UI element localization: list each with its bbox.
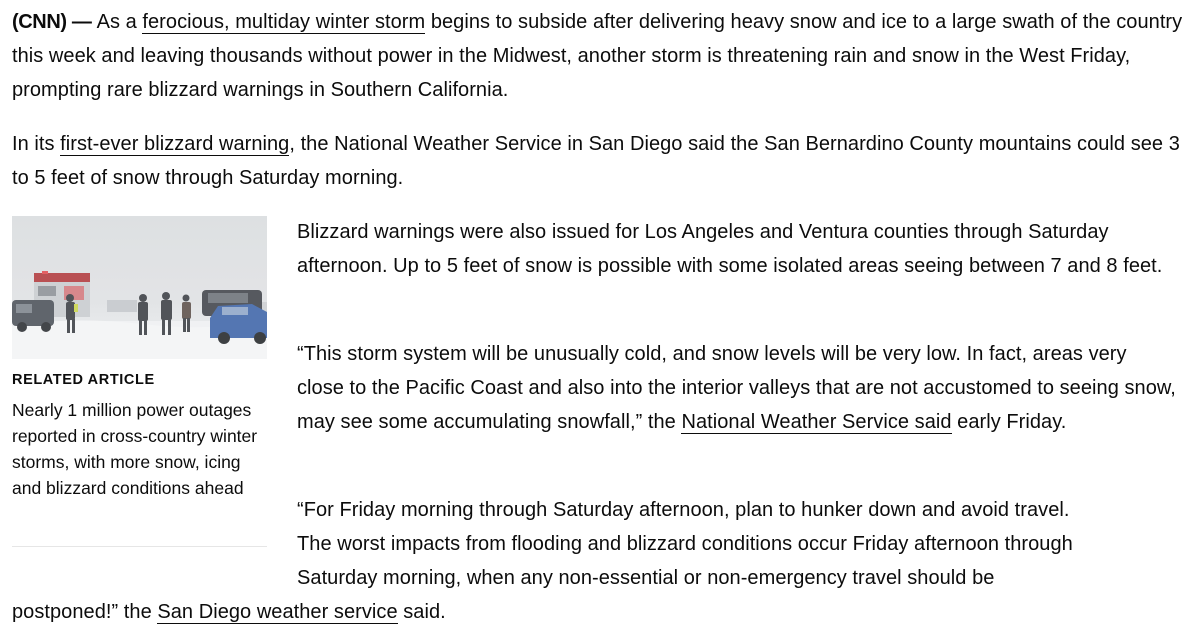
dateline-dash: — xyxy=(66,11,97,33)
paragraph-text: , the National Weather Service in San Diego said the San Bernardino County mountains could see 3 to 5 feet of snow through Saturday morning. xyxy=(12,133,1180,189)
paragraph-text: As a xyxy=(96,11,143,33)
related-article-kicker: RELATED ARTICLE xyxy=(12,372,155,388)
national-weather-service-link[interactable]: National Weather Service said xyxy=(681,411,952,433)
article-paragraph-4 xyxy=(297,337,1177,439)
article-paragraph-5 xyxy=(12,493,1200,629)
paragraph-text: begins to subside after delivering heavy snow and ice to a large swath of the country this week and leaving thousands without power in the Midwest, another storm is threatening rain and snow in the West Friday, prompting rare blizzard warnings in Southern California. xyxy=(12,11,1183,101)
paragraph-text: In its xyxy=(12,133,61,155)
paragraph-text: said. xyxy=(397,601,446,623)
paragraph-text: early Friday. xyxy=(951,411,1067,433)
winter-storm-link[interactable]: ferocious, multiday winter storm xyxy=(142,11,426,33)
article-paragraph-3: Blizzard warnings were also issued for Los Angeles and Ventura counties through Saturday afternoon. Up to 5 feet of snow is possible with some isolated areas seeing between 7 and 8 feet. xyxy=(297,221,1163,277)
paragraph-text: “This storm system will be unusually cold, and snow levels will be very low. In fact, areas very close to the Pacific Coast and also into the interior valleys that are not accustomed to seeing snow, may see some accumulating snowfall,” the xyxy=(297,343,1176,433)
paragraph-line: The worst impacts from flooding and blizzard conditions occur Friday afternoon through xyxy=(297,533,1073,555)
source-dateline: (CNN) xyxy=(12,11,67,33)
san-diego-weather-service-link[interactable]: San Diego weather service xyxy=(157,601,398,623)
blizzard-warning-link[interactable]: first-ever blizzard warning xyxy=(60,133,290,155)
related-article-headline-link[interactable]: Nearly 1 million power outages reported in cross-country winter storms, with more snow, icing and blizzard conditions ahead xyxy=(12,400,258,498)
paragraph-text: postponed!” the xyxy=(12,601,158,623)
paragraph-line xyxy=(12,595,1200,629)
article-paragraph-1 xyxy=(12,5,1192,107)
article-paragraph-2 xyxy=(12,127,1192,195)
paragraph-line: Saturday morning, when any non-essential or non-emergency travel should be xyxy=(297,567,995,589)
related-article-image[interactable] xyxy=(12,216,267,359)
paragraph-line: “For Friday morning through Saturday afternoon, plan to hunker down and avoid travel. xyxy=(297,499,1070,521)
